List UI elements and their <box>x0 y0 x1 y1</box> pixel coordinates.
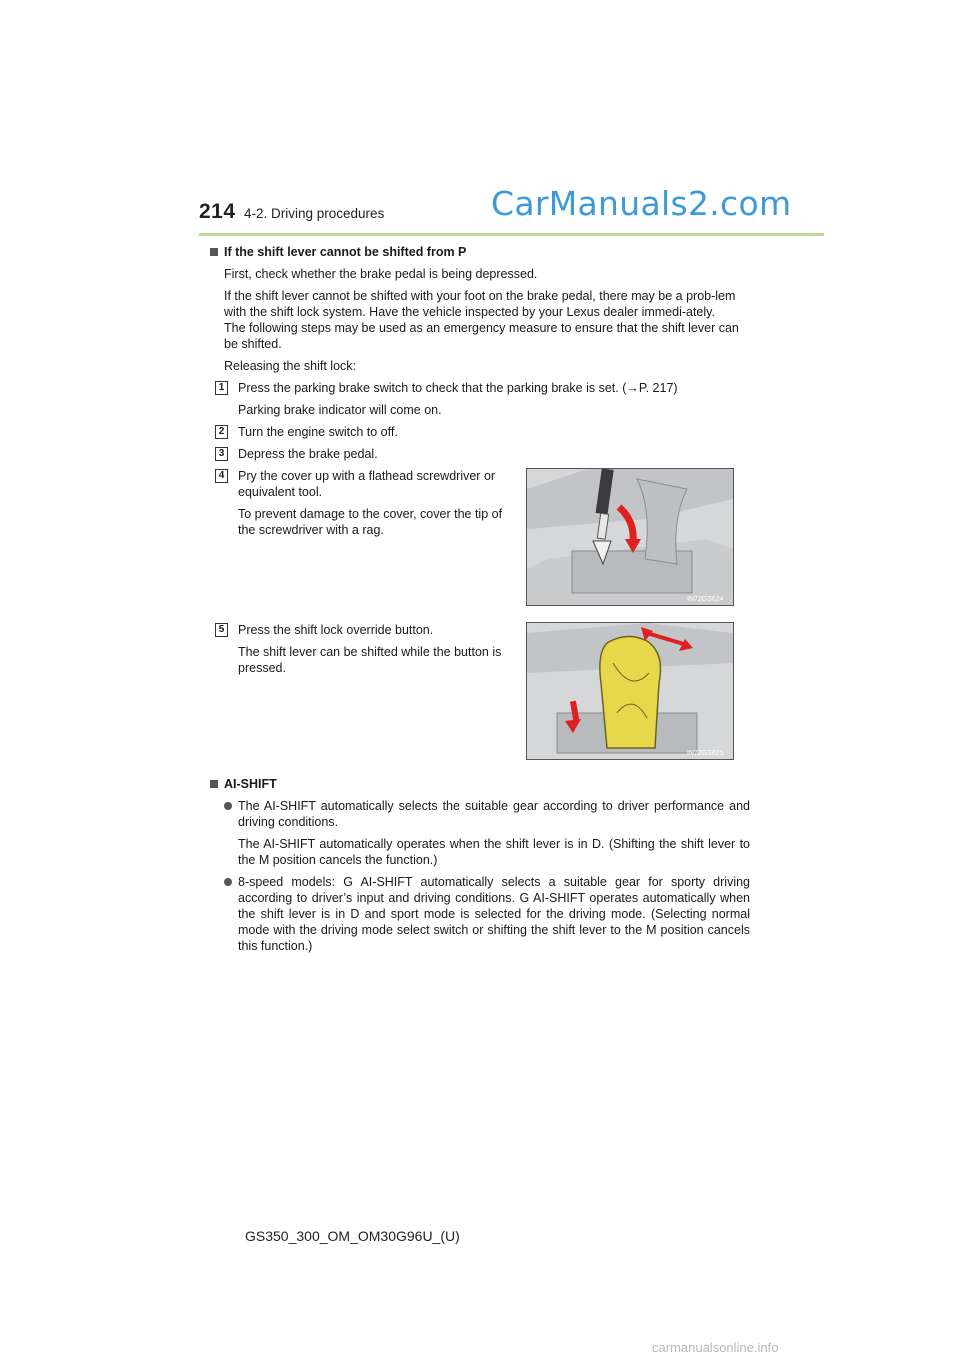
step-number: 5 <box>215 623 228 637</box>
step-number: 1 <box>215 381 228 395</box>
bullet-item: The AI-SHIFT automatically selects the suitable gear according to driver performance and driving conditions. The AI-SHIFT automatically operates when the shift lever is in D. (Shifting the shift lever to the M position cancels the function.) <box>210 798 750 868</box>
watermark-logo[interactable]: CarManuals2.com <box>491 184 792 223</box>
step-number: 4 <box>215 469 228 483</box>
shift-lever-illustration <box>526 622 734 760</box>
step-3: 3 Depress the brake pedal. <box>210 446 750 462</box>
step-number: 2 <box>215 425 228 439</box>
header-rule <box>199 233 824 236</box>
step-5: 5 Press the shift lock override button. The shift lever can be shifted while the button is pressed. IN72GS625 <box>210 622 750 762</box>
svg-text:IN72GS625: IN72GS625 <box>687 750 724 757</box>
paragraph: First, check whether the brake pedal is being depressed. <box>224 267 538 281</box>
step-number: 3 <box>215 447 228 461</box>
square-bullet-icon <box>210 780 218 788</box>
page-content <box>210 244 750 960</box>
paragraph: Releasing the shift lock: <box>224 359 357 373</box>
step-4: 4 Pry the cover up with a flathead screwdriver or equivalent tool. To prevent damage to the cover, cover the tip of the screwdriver with a rag. IN72GS624 <box>210 468 750 608</box>
square-bullet-icon <box>210 248 218 256</box>
paragraph: If the shift lever cannot be shifted with your foot on the brake pedal, there may be a prob-lem with the shift lock system. Have the vehicle inspected by your Lexus dealer immedi-ately. The following steps may be used as an emergency measure to ensure that the shift lever can be shifted. <box>224 289 739 351</box>
step-1: 1 Press the parking brake switch to check that the parking brake is set. (→P. 217) Parking brake indicator will come on. <box>210 380 750 418</box>
bottom-watermark[interactable]: carmanualsonline.info <box>652 1340 779 1355</box>
ai-shift-heading: AI-SHIFT <box>210 776 750 792</box>
bullet-dot-icon <box>224 802 232 810</box>
screwdriver-illustration <box>526 468 734 606</box>
step-2: 2 Turn the engine switch to off. <box>210 424 750 440</box>
section-title: 4-2. Driving procedures <box>244 206 385 221</box>
svg-text:IN72GS624: IN72GS624 <box>687 596 724 603</box>
shift-lock-heading: If the shift lever cannot be shifted from P <box>210 244 750 260</box>
page-number: 214 <box>199 200 236 223</box>
page-header <box>199 184 824 236</box>
bullet-item: 8-speed models: G AI-SHIFT automatically selects a suitable gear for sporty driving according to driver’s input and driving conditions. G AI-SHIFT operates automatically when the shift lever is in D and sport mode is selected for the driving mode. (Selecting normal mode with the driving mode select switch or shifting the shift lever to the M position cancels this function.) <box>210 874 750 954</box>
document-code: GS350_300_OM_OM30G96U_(U) <box>245 1228 460 1244</box>
bullet-dot-icon <box>224 878 232 886</box>
